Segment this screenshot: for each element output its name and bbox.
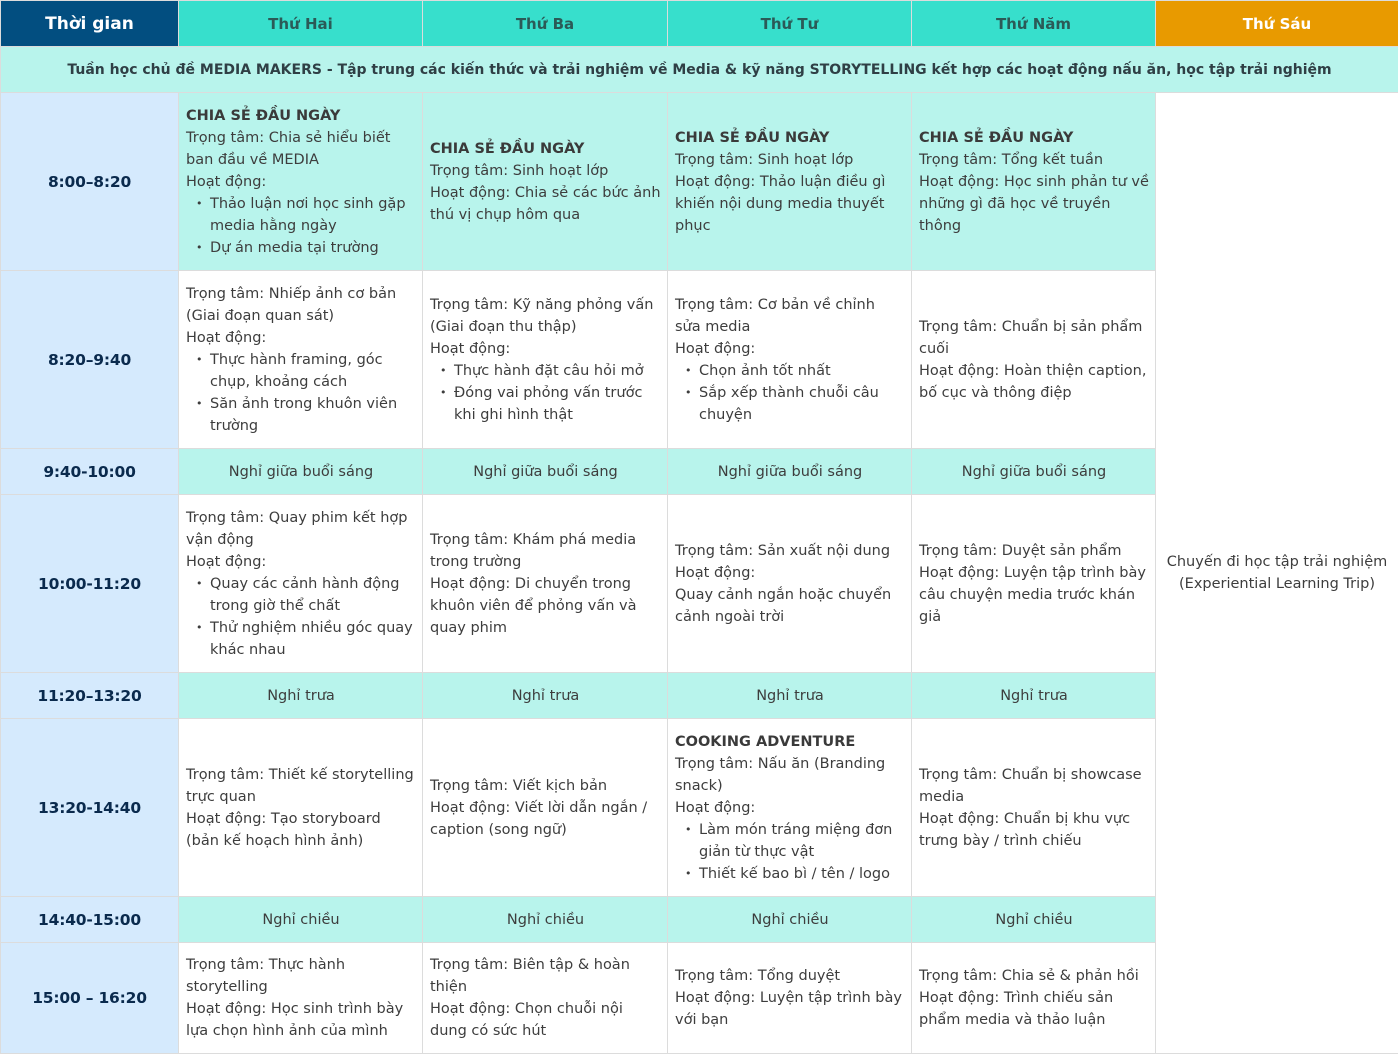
cell-line: Trọng tâm: Thực hành storytelling [186, 957, 346, 995]
cell-line: Quay cảnh ngắn hoặc chuyển cảnh ngoài trời [675, 586, 892, 625]
activity-bullet-list [430, 360, 661, 426]
time-slot: 13:20-14:40 [1, 719, 179, 897]
activity-bullet [430, 382, 661, 426]
bullet-dot-icon: • [440, 385, 447, 399]
friday-trip-subtitle: (Experiential Learning Trip) [1179, 576, 1375, 592]
header-friday: Thứ Sáu [1156, 1, 1398, 47]
cell-line: Hoạt động: Học sinh trình bày lựa chọn hình ảnh của mình [186, 1001, 404, 1039]
activity-cell-wednesday [668, 93, 912, 271]
bullet-text: Đóng vai phỏng vấn trước khi ghi hình thật [454, 384, 643, 423]
break-cell-tuesday: Nghỉ chiều [423, 897, 668, 943]
header-wednesday: Thứ Tư [668, 1, 912, 47]
cell-line: Trọng tâm: Viết kịch bản [430, 777, 608, 794]
break-cell-wednesday: Nghỉ trưa [668, 673, 912, 719]
break-cell-monday: Nghỉ trưa [179, 673, 423, 719]
cell-line: Trọng tâm: Sinh hoạt lớp [430, 162, 609, 179]
cell-line: Hoạt động: Di chuyển trong khuôn viên để phỏng vấn và quay phim [430, 575, 637, 636]
friday-trip-title: Chuyến đi học tập trải nghiệm [1166, 554, 1388, 570]
cell-line: Trọng tâm: Sản xuất nội dung [675, 542, 891, 559]
activity-cell-tuesday [423, 271, 668, 449]
activity-cell-monday [179, 719, 423, 897]
activity-bullet [186, 617, 416, 661]
cell-line: Trọng tâm: Khám phá media trong trường [430, 531, 637, 570]
bullet-text: Thực hành đặt câu hỏi mở [454, 362, 644, 379]
activity-bullet-list [186, 573, 416, 661]
bullet-dot-icon: • [685, 866, 692, 880]
cell-line: Hoạt động: [186, 173, 267, 190]
activity-cell-tuesday [423, 495, 668, 673]
bullet-text: Thử nghiệm nhiều góc quay khác nhau [210, 619, 413, 658]
bullet-text: Thảo luận nơi học sinh gặp media hằng ngày [210, 195, 406, 234]
cell-line: Trọng tâm: Nấu ăn (Branding snack) [675, 755, 886, 794]
time-slot: 10:00-11:20 [1, 495, 179, 673]
activity-cell-monday [179, 495, 423, 673]
slot-row [1, 93, 1398, 271]
cell-line: Hoạt động: Hoàn thiện caption, bố cục và thông điệp [919, 362, 1147, 401]
cell-line: Hoạt động: Tạo storyboard (bản kế hoạch hình ảnh) [186, 810, 381, 849]
activity-bullet [186, 349, 416, 393]
break-cell-thursday: Nghỉ trưa [912, 673, 1156, 719]
time-slot: 11:20–13:20 [1, 673, 179, 719]
activity-cell-tuesday [423, 719, 668, 897]
cell-line: Hoạt động: [186, 553, 267, 570]
break-cell-thursday: Nghỉ giữa buổi sáng [912, 449, 1156, 495]
session-title: COOKING ADVENTURE [675, 733, 856, 750]
header-tuesday: Thứ Ba [423, 1, 668, 47]
activity-cell-thursday [912, 943, 1156, 1054]
activity-bullet [186, 393, 416, 437]
activity-cell-wednesday [668, 943, 912, 1054]
session-title: CHIA SẺ ĐẦU NGÀY [430, 140, 585, 157]
activity-bullet [675, 863, 905, 885]
cell-line: Hoạt động: [430, 340, 511, 357]
break-cell-wednesday: Nghỉ chiều [668, 897, 912, 943]
bullet-dot-icon: • [196, 576, 203, 590]
activity-bullet-list [186, 193, 416, 259]
break-cell-tuesday: Nghỉ giữa buổi sáng [423, 449, 668, 495]
header-time: Thời gian [1, 1, 179, 47]
bullet-text: Sắp xếp thành chuỗi câu chuyện [699, 384, 879, 423]
activity-bullet-list [675, 819, 905, 885]
cell-line: Trọng tâm: Chia sẻ hiểu biết ban đầu về MEDIA [186, 129, 391, 168]
cell-line: Hoạt động: Viết lời dẫn ngắn / caption (song ngữ) [430, 799, 648, 838]
cell-line: Trọng tâm: Thiết kế storytelling trực quan [186, 766, 414, 805]
session-title: CHIA SẺ ĐẦU NGÀY [675, 129, 830, 146]
cell-line: Hoạt động: Học sinh phản tư về những gì đã học về truyền thông [919, 173, 1149, 234]
bullet-dot-icon: • [440, 363, 447, 377]
bullet-text: Thiết kế bao bì / tên / logo [699, 865, 890, 882]
bullet-dot-icon: • [685, 385, 692, 399]
activity-cell-wednesday [668, 495, 912, 673]
bullet-text: Làm món tráng miệng đơn giản từ thực vật [699, 821, 893, 860]
cell-line: Hoạt động: [675, 799, 756, 816]
cell-line: Hoạt động: Luyện tập trình bày câu chuyện media trước khán giả [919, 564, 1146, 625]
activity-bullet [675, 360, 905, 382]
cell-line: Trọng tâm: Quay phim kết hợp vận động [186, 509, 408, 548]
cell-line: Hoạt động: Luyện tập trình bày với bạn [675, 990, 902, 1028]
time-slot: 8:20–9:40 [1, 271, 179, 449]
time-slot: 8:00–8:20 [1, 93, 179, 271]
break-cell-monday: Nghỉ giữa buổi sáng [179, 449, 423, 495]
time-slot: 14:40-15:00 [1, 897, 179, 943]
cell-line: Trọng tâm: Kỹ năng phỏng vấn (Giai đoạn thu thập) [430, 296, 654, 335]
bullet-dot-icon: • [196, 396, 203, 410]
cell-line: Trọng tâm: Nhiếp ảnh cơ bản (Giai đoạn quan sát) [186, 285, 397, 324]
bullet-dot-icon: • [196, 620, 203, 634]
bullet-dot-icon: • [685, 363, 692, 377]
header-monday: Thứ Hai [179, 1, 423, 47]
cell-line: Trọng tâm: Biên tập & hoàn thiện [430, 957, 630, 995]
time-slot: 9:40-10:00 [1, 449, 179, 495]
cell-line: Hoạt động: [675, 564, 756, 581]
cell-line: Trọng tâm: Chuẩn bị sản phẩm cuối [919, 318, 1143, 357]
bullet-dot-icon: • [196, 196, 203, 210]
activity-cell-tuesday [423, 943, 668, 1054]
cell-line: Trọng tâm: Sinh hoạt lớp [675, 151, 854, 168]
session-title: CHIA SẺ ĐẦU NGÀY [919, 129, 1074, 146]
schedule-body [1, 47, 1398, 1054]
cell-line: Hoạt động: [675, 340, 756, 357]
activity-bullet [430, 360, 661, 382]
activity-cell-monday [179, 93, 423, 271]
break-cell-monday: Nghỉ chiều [179, 897, 423, 943]
activity-bullet [675, 819, 905, 863]
activity-cell-thursday [912, 271, 1156, 449]
cell-line: Trọng tâm: Tổng duyệt [675, 968, 841, 984]
time-slot: 15:00 – 16:20 [1, 943, 179, 1054]
activity-cell-monday [179, 943, 423, 1054]
cell-line: Hoạt động: [186, 329, 267, 346]
activity-cell-thursday [912, 719, 1156, 897]
activity-bullet [186, 573, 416, 617]
break-cell-wednesday: Nghỉ giữa buổi sáng [668, 449, 912, 495]
bullet-text: Săn ảnh trong khuôn viên trường [210, 395, 398, 434]
bullet-text: Thực hành framing, góc chụp, khoảng cách [210, 351, 383, 390]
cell-line: Trọng tâm: Chuẩn bị showcase media [919, 766, 1142, 805]
header-thursday: Thứ Năm [912, 1, 1156, 47]
activity-cell-tuesday [423, 93, 668, 271]
activity-cell-thursday [912, 93, 1156, 271]
theme-banner: Tuần học chủ đề MEDIA MAKERS - Tập trung các kiến thức và trải nghiệm về Media & kỹ năng STORYTELLING kết hợp các hoạt động nấu ăn, học tập trải nghiệm [1, 47, 1398, 93]
bullet-dot-icon: • [196, 352, 203, 366]
cell-line: Trọng tâm: Duyệt sản phẩm [919, 542, 1122, 559]
activity-bullet [186, 193, 416, 237]
cell-line: Hoạt động: Chọn chuỗi nội dung có sức hút [430, 1001, 623, 1039]
activity-bullet-list [675, 360, 905, 426]
bullet-dot-icon: • [685, 822, 692, 836]
activity-bullet [186, 237, 416, 259]
cell-line: Trọng tâm: Tổng kết tuần [919, 151, 1104, 168]
activity-cell-wednesday [668, 719, 912, 897]
cell-line: Hoạt động: Chia sẻ các bức ảnh thú vị chụp hôm qua [430, 184, 661, 223]
bullet-text: Chọn ảnh tốt nhất [699, 362, 831, 379]
session-title: CHIA SẺ ĐẦU NGÀY [186, 107, 341, 124]
bullet-text: Dự án media tại trường [210, 239, 379, 256]
activity-cell-monday [179, 271, 423, 449]
activity-bullet-list [186, 349, 416, 437]
break-cell-thursday: Nghỉ chiều [912, 897, 1156, 943]
activity-bullet [675, 382, 905, 426]
activity-cell-thursday [912, 495, 1156, 673]
bullet-text: Quay các cảnh hành động trong giờ thể chất [210, 575, 400, 614]
cell-line: Trọng tâm: Cơ bản về chỉnh sửa media [675, 296, 875, 335]
activity-cell-wednesday [668, 271, 912, 449]
break-cell-tuesday: Nghỉ trưa [423, 673, 668, 719]
bullet-dot-icon: • [196, 240, 203, 254]
theme-banner-row [1, 47, 1398, 93]
header-row [1, 1, 1398, 47]
cell-line: Hoạt động: Trình chiếu sản phẩm media và thảo luận [919, 990, 1114, 1028]
friday-trip-cell [1156, 93, 1398, 1054]
cell-line: Hoạt động: Thảo luận điều gì khiến nội dung media thuyết phục [675, 173, 886, 234]
cell-line: Trọng tâm: Chia sẻ & phản hồi [919, 968, 1139, 984]
cell-line: Hoạt động: Chuẩn bị khu vực trưng bày / trình chiếu [919, 810, 1131, 849]
